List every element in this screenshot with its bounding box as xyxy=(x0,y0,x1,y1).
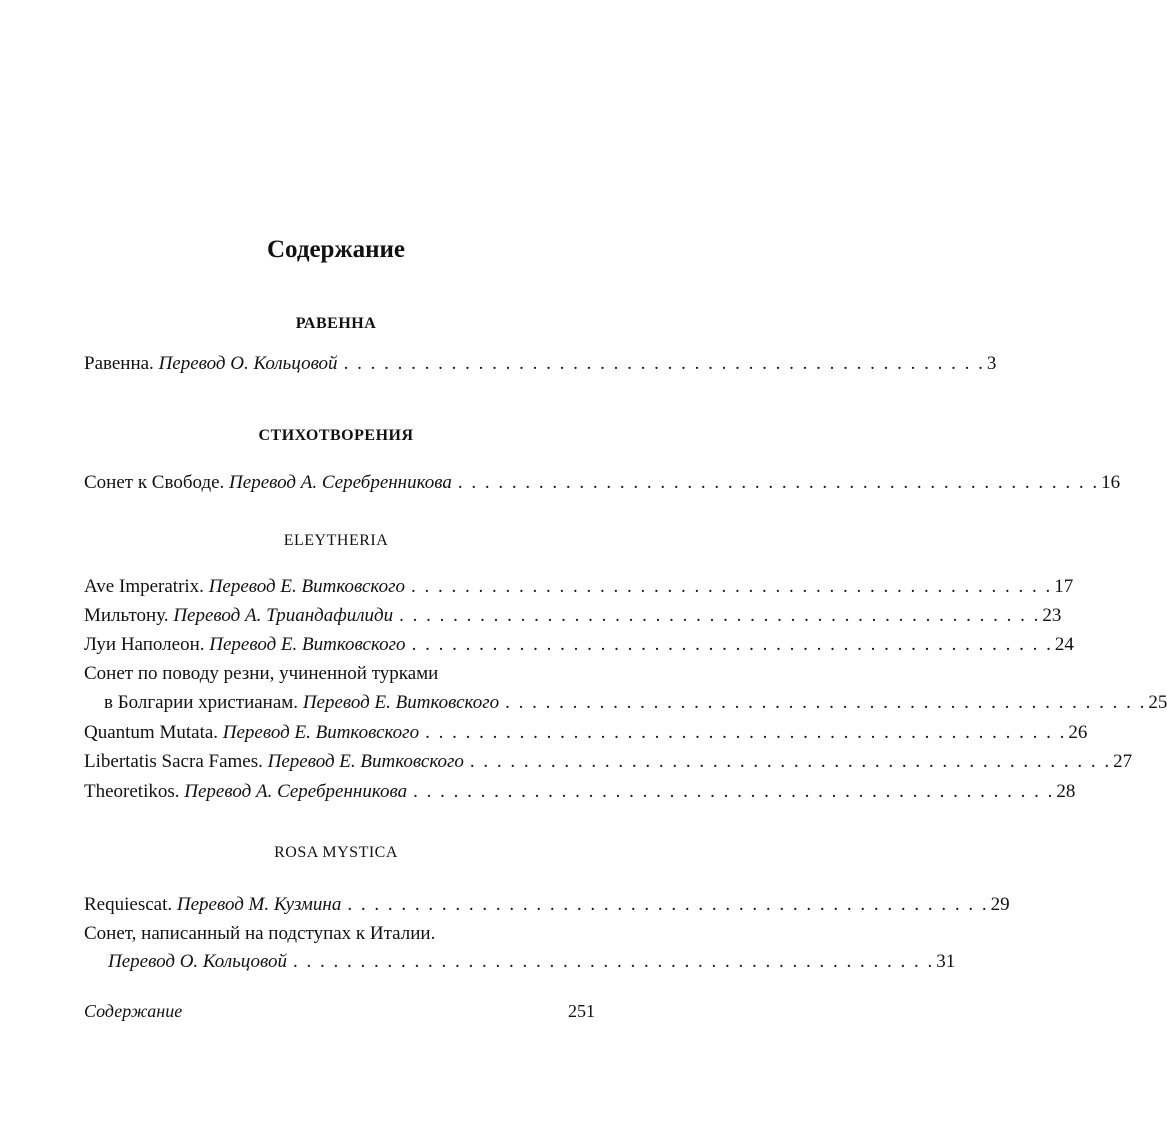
dot-leader: . . . . . . . . . . . . . . . . . . . . . . . . . . . . . . . . . . . . . . . . . . . . . . . . xyxy=(293,951,935,972)
dot-leader: . . . . . . . . . . . . . . . . . . . . . . . . . . . . . . . . . . . . . . . . . . . . . . . . xyxy=(469,751,1112,772)
toc-entry xyxy=(84,469,1121,497)
dot-leader: . . . . . . . . . . . . . . . . . . . . . . . . . . . . . . . . . . . . . . . . . . . . . . . . xyxy=(411,634,1053,655)
entry-title: Мильтону. xyxy=(84,605,169,626)
entry-title: Равенна. xyxy=(84,353,154,374)
entry-page-number: 27 xyxy=(1113,751,1133,772)
entry-page-number: 28 xyxy=(1056,781,1076,802)
entry-page-number: 31 xyxy=(936,951,956,972)
dot-leader: . . . . . . . . . . . . . . . . . . . . . . . . . . . . . . . . . . . . . . . . . . . . . . . . xyxy=(413,781,1055,802)
entry-translator: Перевод Е. Витковского xyxy=(222,722,420,743)
entry-translator: Перевод Е. Витковского xyxy=(302,692,500,713)
toc-entry-title-line: Сонет, написанный на подступах к Италии. xyxy=(84,923,436,944)
section-heading-stikhotvoreniya: СТИХОТВОРЕНИЯ xyxy=(258,427,414,444)
entry-translator: Перевод Е. Витковского xyxy=(208,576,405,597)
entry-page-number: 25 xyxy=(1148,692,1167,713)
dot-leader: . . . . . . . . . . . . . . . . . . . . . . . . . . . . . . . . . . . . . . . . . . . . . . . . xyxy=(457,472,1100,493)
toc-entry xyxy=(84,719,1088,747)
footer-page-number: 251 xyxy=(568,1001,595,1021)
entry-title: Theoretikos. xyxy=(84,781,180,802)
page-title: Содержание xyxy=(266,236,405,263)
entry-title: Сонет к Свободе. xyxy=(84,472,225,493)
entry-page-number: 29 xyxy=(990,894,1010,915)
section-heading-rosa-mystica: ROSA MYSTICA xyxy=(274,844,398,861)
entry-title: в Болгарии христианам. xyxy=(104,692,299,713)
entry-translator: Перевод А. Серебренникова xyxy=(229,472,452,493)
toc-entry xyxy=(84,748,1133,776)
toc-entry-title-line: Сонет по поводу резни, учиненной турками xyxy=(84,663,439,684)
section-heading-eleytheria: ELEYTHERIA xyxy=(283,532,389,549)
toc-entry xyxy=(84,573,1074,601)
entry-translator: Перевод М. Кузмина xyxy=(176,894,342,915)
dot-leader: . . . . . . . . . . . . . . . . . . . . . . . . . . . . . . . . . . . . . . . . . . . . . . . . xyxy=(343,353,985,374)
entry-page-number: 23 xyxy=(1042,605,1062,626)
toc-entry xyxy=(84,891,1010,919)
entry-title: Ave Imperatrix. xyxy=(84,576,204,597)
entry-title: Луи Наполеон. xyxy=(84,634,205,655)
toc-entry xyxy=(84,602,1062,630)
entry-title: Quantum Mutata. xyxy=(84,722,219,743)
entry-page-number: 26 xyxy=(1068,722,1088,743)
dot-leader: . . . . . . . . . . . . . . . . . . . . . . . . . . . . . . . . . . . . . . . . . . . . . . . . xyxy=(399,605,1041,626)
entry-translator: Перевод О. Кольцовой xyxy=(108,951,287,972)
dot-leader: . . . . . . . . . . . . . . . . . . . . . . . . . . . . . . . . . . . . . . . . . . . . . . . . xyxy=(505,692,1147,713)
entry-translator: Перевод О. Кольцовой xyxy=(158,353,338,374)
section-heading-ravenna: РАВЕННА xyxy=(295,315,377,332)
entry-translator: Перевод Е. Витковского xyxy=(209,634,406,655)
running-footer-title: Содержание xyxy=(84,1001,183,1021)
entry-title: Requiescat. xyxy=(84,894,173,915)
toc-entry xyxy=(84,778,1076,806)
dot-leader: . . . . . . . . . . . . . . . . . . . . . . . . . . . . . . . . . . . . . . . . . . . . . . . . xyxy=(411,576,1053,597)
toc-entry xyxy=(84,350,997,378)
toc-entry xyxy=(84,631,1074,659)
entry-translator: Перевод А. Серебренникова xyxy=(184,781,408,802)
entry-page-number: 3 xyxy=(986,353,997,374)
entry-page-number: 16 xyxy=(1101,472,1121,493)
dot-leader: . . . . . . . . . . . . . . . . . . . . . . . . . . . . . . . . . . . . . . . . . . . . . . . . xyxy=(425,722,1067,743)
entry-page-number: 24 xyxy=(1054,634,1074,655)
toc-entry xyxy=(108,948,956,976)
entry-title: Libertatis Sacra Fames. xyxy=(84,751,263,772)
entry-page-number: 17 xyxy=(1054,576,1074,597)
entry-translator: Перевод А. Триандафилиди xyxy=(173,605,394,626)
entry-translator: Перевод Е. Витковского xyxy=(267,751,464,772)
dot-leader: . . . . . . . . . . . . . . . . . . . . . . . . . . . . . . . . . . . . . . . . . . . . . . . . xyxy=(347,894,989,915)
toc-entry xyxy=(104,689,1167,717)
